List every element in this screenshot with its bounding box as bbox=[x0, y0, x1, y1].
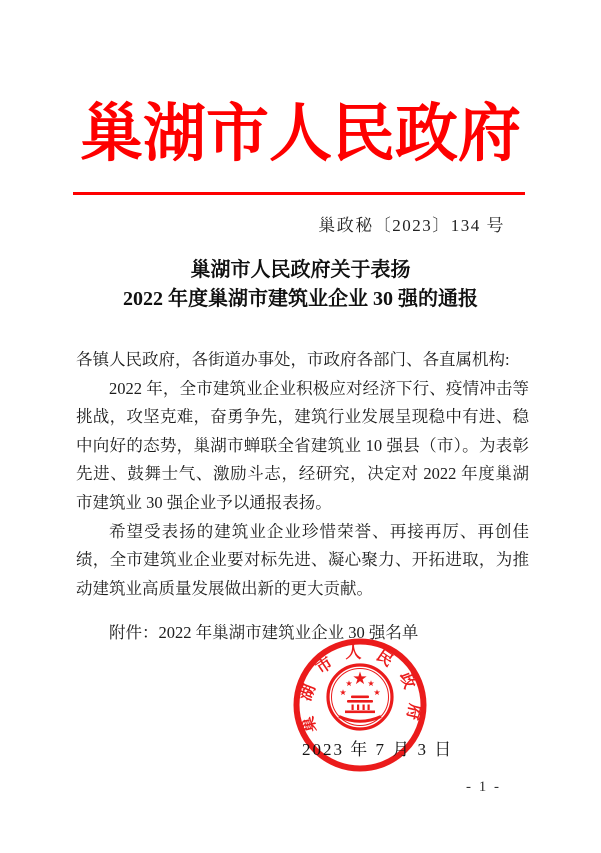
salutation: 各镇人民政府，各街道办事处，市政府各部门、各直属机构: bbox=[76, 350, 510, 369]
doc-number: 巢政秘〔2023〕134 号 bbox=[318, 216, 505, 235]
doc-title bbox=[0, 256, 601, 314]
doc-title-line2: 2022 年度巢湖市建筑业企业 30 强的通报 bbox=[123, 288, 478, 310]
body-paragraph-2: 希望受表扬的建筑业企业珍惜荣誉、再接再厉、再创佳绩，全市建筑业企业要对标先进、凝心聚力、开拓进取，为推动建筑业高质量发展做出新的更大贡献。 bbox=[76, 521, 529, 598]
doc-title-line1: 巢湖市人民政府关于表扬 bbox=[190, 259, 411, 281]
red-divider-line bbox=[73, 192, 525, 195]
national-emblem-icon bbox=[328, 665, 392, 729]
gov-header-title: 巢湖市人民政府 bbox=[80, 99, 521, 169]
body-paragraph-1: 2022 年，全市建筑业企业积极应对经济下行、疫情冲击等挑战，攻坚克难，奋勇争先，建筑行业发展呈现稳中有进、稳中向好的态势，巢湖市蝉联全省建筑业 10 强县（市）。为表彰先进、鼓舞士气、激励斗志，经研究，决定对 2022 年度巢湖市建筑业 30 强企业予以通报表扬。 bbox=[76, 378, 529, 512]
issue-date: 2023 年 7 月 3 日 bbox=[302, 740, 454, 759]
seal-arc-text: 巢湖市人民政府 bbox=[296, 644, 424, 735]
doc-body bbox=[76, 346, 529, 648]
page-number: - 1 - bbox=[466, 779, 501, 795]
attachment-line: 附件：2022 年巢湖市建筑业企业 30 强名单 bbox=[109, 623, 419, 643]
